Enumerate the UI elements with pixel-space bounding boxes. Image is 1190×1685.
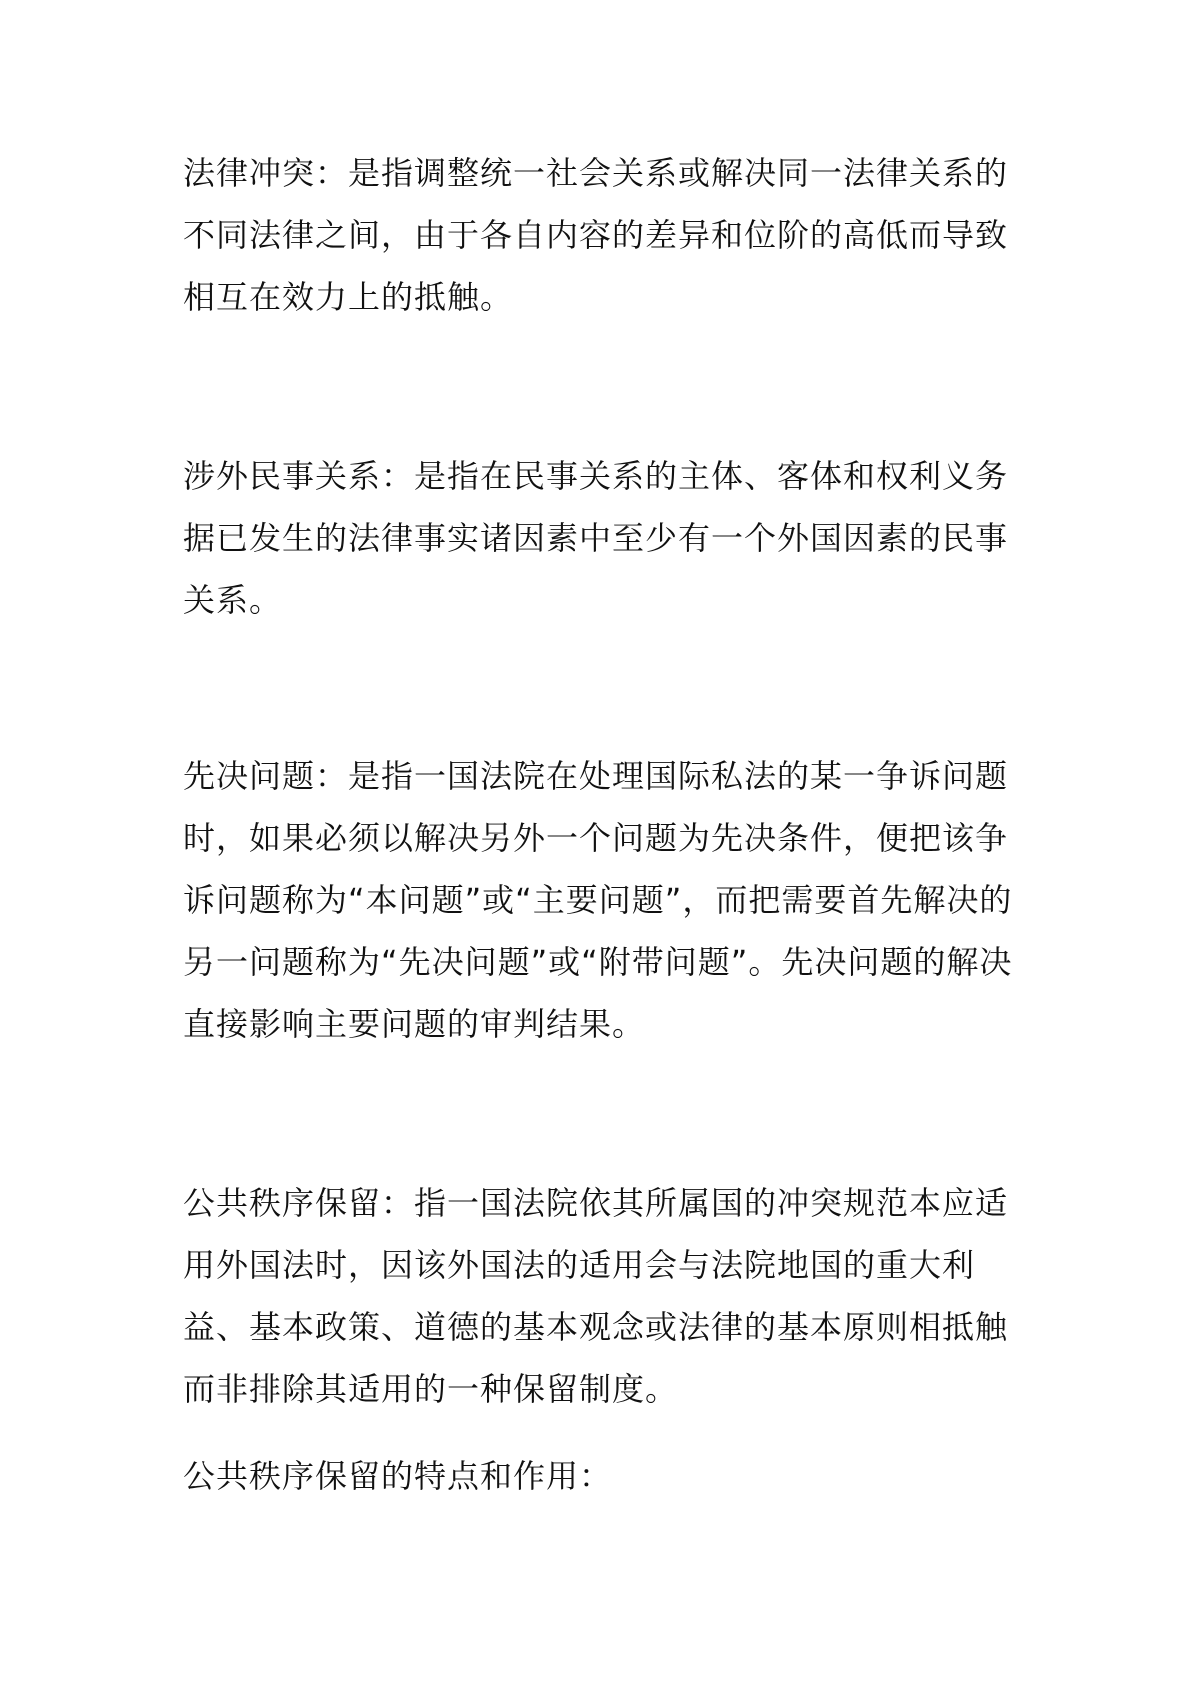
paragraph-public-policy-reservation: 公共秩序保留：指一国法院依其所属国的冲突规范本应适用外国法时，因该外国法的适用会与法院地国的重大利益、基本政策、道德的基本观念或法律的基本原则相抵触而非排除其适用的一种保留制度。 [183,1184,1009,1408]
paragraph-preliminary-question: 先决问题：是指一国法院在处理国际私法的某一争诉问题时，如果必须以解决另外一个问题为先决条件，便把该争诉问题称为“本问题”或“主要问题”，而把需要首先解决的另一问题称为“先决问题”或“附带问题”。先决问题的解决直接影响主要问题的审判结果。 [183,757,1013,1043]
paragraph-legal-conflict: 法律冲突：是指调整统一社会关系或解决同一法律关系的不同法律之间，由于各自内容的差异和位阶的高低而导致相互在效力上的抵触。 [183,154,1009,316]
paragraph-foreign-civil-relations: 涉外民事关系：是指在民事关系的主体、客体和权利义务据已发生的法律事实诸因素中至少有一个外国因素的民事关系。 [183,457,1009,619]
paragraph-public-policy-features-heading: 公共秩序保留的特点和作用： [183,1457,613,1495]
